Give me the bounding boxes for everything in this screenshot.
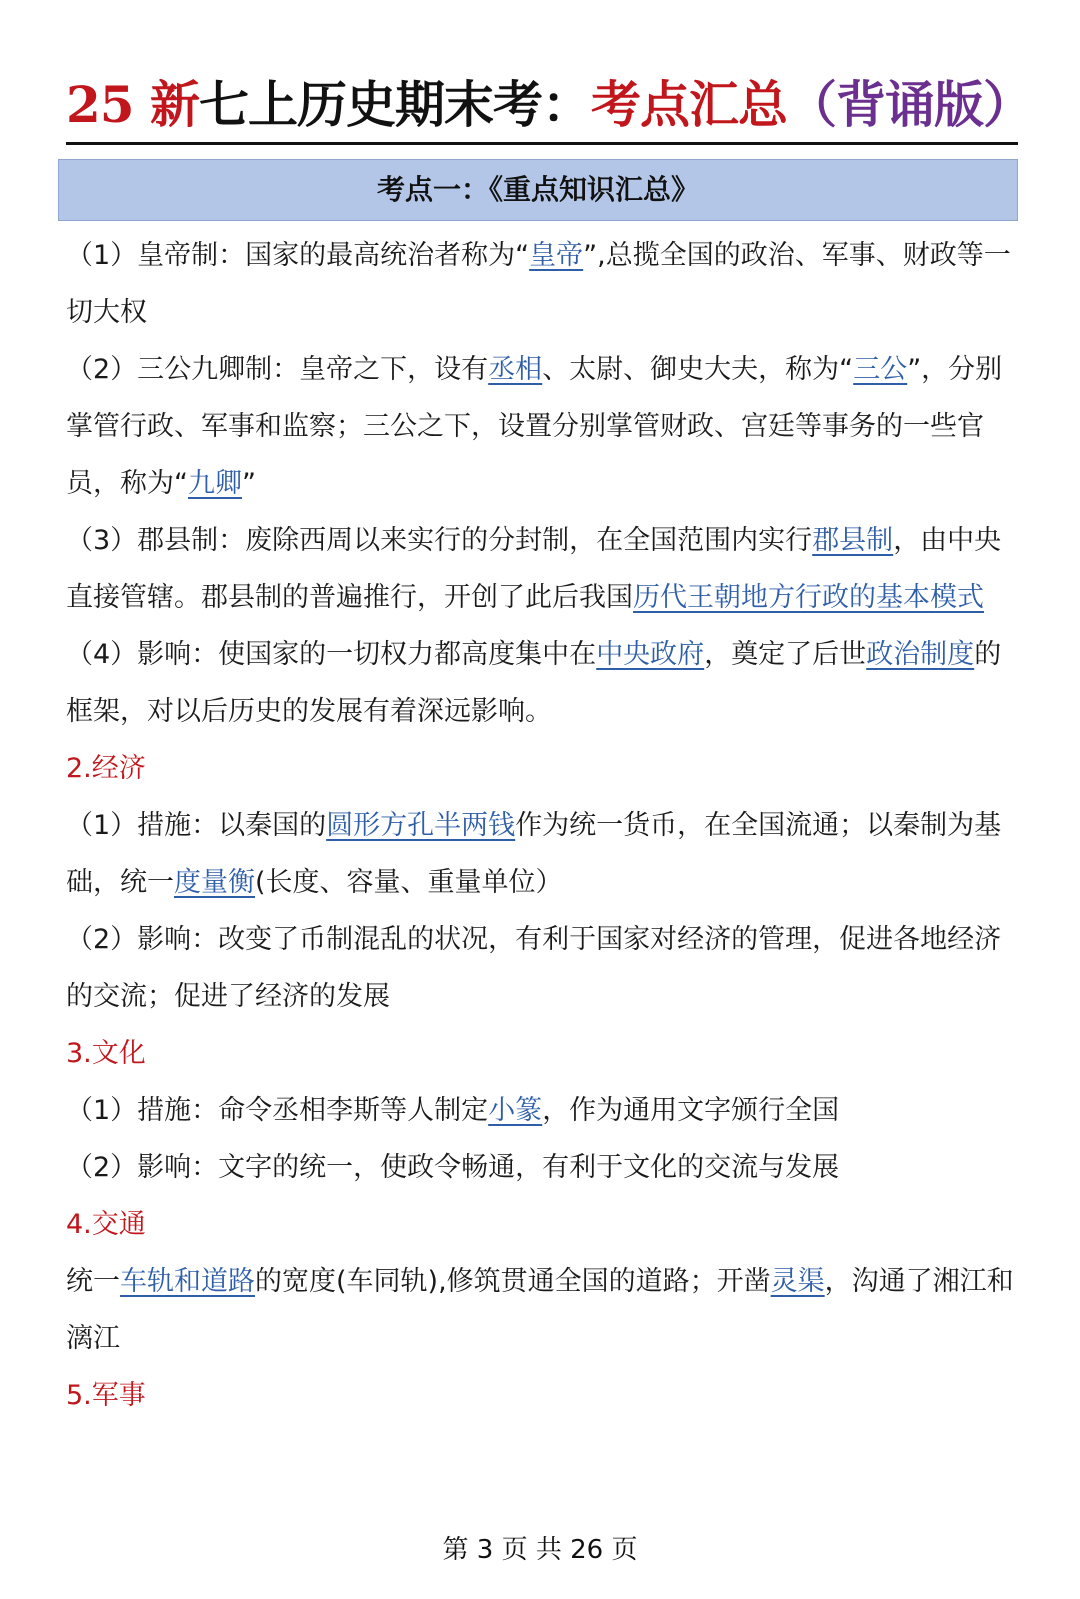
keyword: 政治制度 bbox=[866, 639, 975, 670]
paragraph-economy-impact: （2）影响：改变了币制混乱的状况，有利于国家对经济的管理，促进各地经济的交流；促进了经济的发展 bbox=[66, 924, 1002, 1012]
text: 统一 bbox=[66, 1266, 120, 1297]
text: ，由中央直接管辖。郡县制的普遍推行，开创了此后我国 bbox=[66, 525, 1002, 613]
paragraph-political-impact bbox=[66, 626, 1018, 740]
section-banner: 考点一：《重点知识汇总》 bbox=[58, 159, 1018, 221]
paragraph-emperor-system bbox=[66, 227, 1018, 341]
text: （1）皇帝制：国家的最高统治者称为“ bbox=[66, 240, 530, 271]
keyword: 历代王朝地方行政的基本模式 bbox=[633, 582, 984, 613]
heading-transport: 4.交通 bbox=[66, 1209, 146, 1240]
paragraph-prefecture-county bbox=[66, 512, 1018, 626]
keyword: 郡县制 bbox=[812, 525, 894, 556]
text: ，作为通用文字颁行全国 bbox=[542, 1095, 840, 1126]
text: （1）措施：以秦国的 bbox=[66, 810, 327, 841]
heading-economy: 2.经济 bbox=[66, 753, 146, 784]
keyword: 皇帝 bbox=[529, 240, 584, 271]
text: （3）郡县制：废除西周以来实行的分封制，在全国范围内实行 bbox=[66, 525, 813, 556]
keyword: 中央政府 bbox=[596, 639, 705, 670]
keyword: 车轨和道路 bbox=[120, 1266, 255, 1297]
paragraph-transport bbox=[66, 1253, 1018, 1367]
title-main: 七上历史期末考： bbox=[199, 75, 591, 134]
text: 的框架，对以后历史的发展有着深远影响。 bbox=[66, 639, 1002, 727]
keyword: 丞相 bbox=[488, 354, 543, 385]
text: 作为统一货币，在全国流通；以秦制为基础，统一 bbox=[66, 810, 1002, 898]
keyword: 九卿 bbox=[188, 468, 242, 499]
keyword: 三公 bbox=[853, 354, 908, 385]
text: 、太尉、御史大夫，称为“ bbox=[542, 354, 854, 385]
paragraph-culture-measures bbox=[66, 1082, 1018, 1139]
text: （2）三公九卿制：皇帝之下，设有 bbox=[66, 354, 489, 385]
keyword: 圆形方孔半两钱 bbox=[326, 810, 516, 841]
document-page bbox=[0, 70, 1080, 1599]
content-body bbox=[66, 227, 1018, 1424]
keyword: 小篆 bbox=[488, 1095, 543, 1126]
text: ”，分别掌管行政、军事和监察；三公之下，设置分别掌管财政、宫廷等事务的一些官员，称为“ bbox=[66, 354, 1003, 499]
page-number: 第 3 页 共 26 页 bbox=[442, 1535, 638, 1565]
paragraph-economy-measures bbox=[66, 797, 1018, 911]
text: ”,总揽全国的政治、军事、财政等一切大权 bbox=[66, 240, 1011, 328]
paragraph-three-ministers bbox=[66, 341, 1018, 512]
text: (长度、容量、重量单位） bbox=[255, 867, 563, 898]
title-highlight: 考点汇总 bbox=[591, 75, 787, 134]
text: （4）影响：使国家的一切权力都高度集中在 bbox=[66, 639, 597, 670]
title-prefix: 25 新 bbox=[66, 75, 199, 134]
title-underline bbox=[66, 142, 1018, 145]
title-suffix: （背诵版） bbox=[787, 75, 1032, 134]
heading-culture: 3.文化 bbox=[66, 1038, 146, 1069]
text: （1）措施：命令丞相李斯等人制定 bbox=[66, 1095, 489, 1126]
text: ，沟通了湘江和漓江 bbox=[66, 1266, 1014, 1354]
keyword: 度量衡 bbox=[174, 867, 255, 898]
keyword: 灵渠 bbox=[770, 1266, 825, 1297]
paragraph-culture-impact: （2）影响：文字的统一，使政令畅通，有利于文化的交流与发展 bbox=[66, 1152, 840, 1183]
text: 的宽度(车同轨),修筑贯通全国的道路；开凿 bbox=[255, 1266, 771, 1297]
page-title bbox=[66, 70, 1032, 140]
text: ，奠定了后世 bbox=[704, 639, 867, 670]
heading-military: 5.军事 bbox=[66, 1380, 146, 1411]
text: ” bbox=[242, 468, 256, 499]
